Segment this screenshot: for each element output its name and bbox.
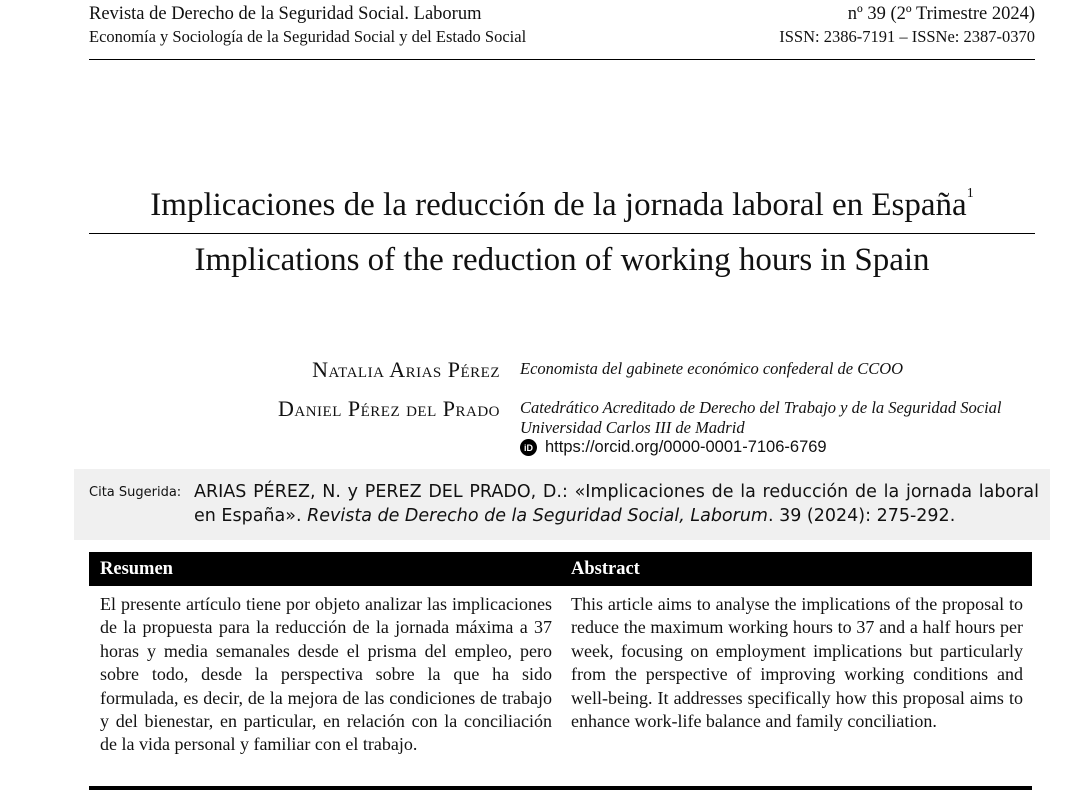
citation-box (74, 469, 1050, 540)
footnote-mark[interactable]: 1 (966, 186, 974, 201)
abstract-header-bar (89, 552, 1032, 586)
author-affiliation-1: Economista del gabinete económico confederal de CCOO (520, 359, 904, 378)
affiliation-line-2: Universidad Carlos III de Madrid (520, 418, 745, 437)
journal-name: Revista de Derecho de la Seguridad Social. Laborum (89, 4, 482, 24)
issue-number: nº 39 (2º Trimestre 2024) (847, 4, 1035, 24)
abstract-bottom-rule (89, 786, 1032, 790)
orcid-url[interactable]: https://orcid.org/0000-0001-7106-6769 (545, 438, 827, 456)
title-spanish (89, 183, 1035, 234)
resumen-text: El presente artículo tiene por objeto analizar las implicaciones de la propuesta para la reducción de la jornada máxima a 37 horas y media semanales desde el prisma del empleo, pero sobre todo, desde la perspectiva sobre la que ha sido formulada, es decir, de la mejora de las condiciones de trabajo y del bienestar, en particular, en relación con la conciliación de la vida personal y familiar con el trabajo. (100, 594, 552, 755)
citation-label: Cita Sugerida: (89, 485, 182, 500)
citation-text-main: ARIAS PÉREZ, N. y PEREZ DEL PRADO, D.: «Implicaciones de la reducción de la jornada laboral en España». (194, 482, 1039, 526)
author-name-1: Natalia Arias Pérez (312, 357, 500, 382)
running-header (89, 3, 1035, 60)
citation-pages: . 39 (2024): 275-292. (767, 506, 956, 526)
journal-subtitle: Economía y Sociología de la Seguridad Social y del Estado Social (89, 27, 527, 46)
citation-text (194, 480, 1039, 528)
issn: ISSN: 2386-7191 – ISSNe: 2387-0370 (779, 27, 1035, 46)
abstract-heading: Abstract (571, 559, 640, 579)
orcid-icon: iD (520, 439, 537, 456)
author-name-2: Daniel Pérez del Prado (278, 396, 500, 421)
abstract-text: This article aims to analyse the implications of the proposal to reduce the maximum working hours to 37 and a half hours per week, focusing on employment implications but particularly from the perspective of improving working conditions and well-being. It addresses specifically how this proposal aims to enhance work-life balance and family conciliation. (571, 594, 1023, 732)
orcid-link[interactable] (520, 438, 827, 457)
citation-journal: Revista de Derecho de la Seguridad Social, Laborum (307, 506, 768, 526)
author-affiliation-2 (520, 398, 1001, 438)
resumen-heading: Resumen (100, 559, 173, 579)
affiliation-line-1: Catedrático Acreditado de Derecho del Trabajo y de la Seguridad Social (520, 398, 1002, 417)
title-spanish-text: Implicaciones de la reducción de la jornada laboral en España (150, 187, 967, 223)
title-english: Implications of the reduction of working hours in Spain (194, 242, 930, 278)
